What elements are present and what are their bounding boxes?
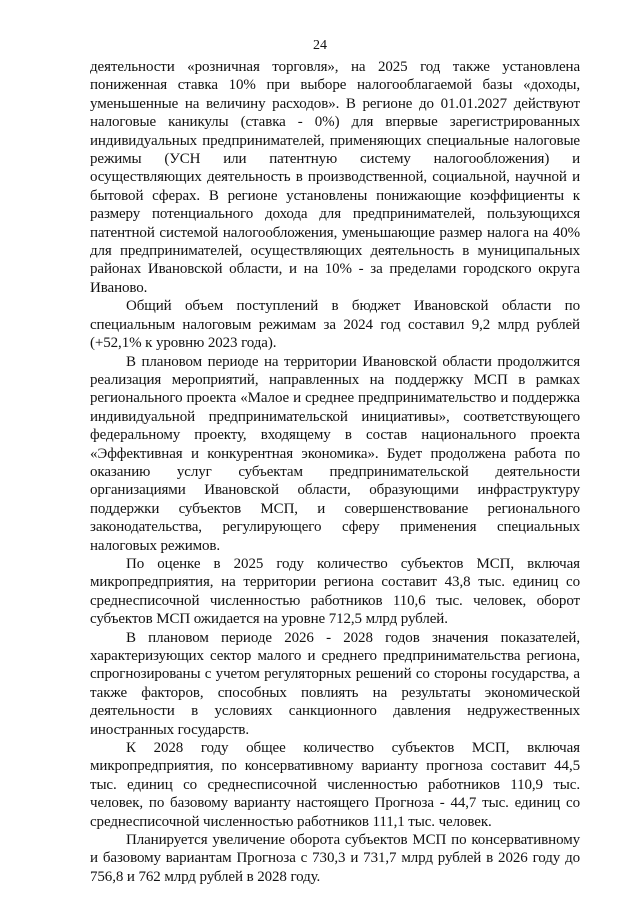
paragraph-support-measures: В плановом периоде на территории Ивановской области продолжится реализация мероприятий, направленных на поддержку МСП в рамках регионального проекта «Малое и среднее предпринимательство и поддержка индивидуальной предпринимательской инициативы», соответствующего федеральному проекту, входящему в состав национального проекта «Эффективная и конкурентная экономика». Будет продолжена работа по оказанию услуг субъектам предпринимательской деятельности организациями Ивановской области, образующими инфраструктуру поддержки субъектов МСП, и совершенствование регионального законодательства, регулирующего сферу применения специальных налоговых режимов. xyxy=(90,353,580,554)
paragraph-tax-rates: деятельности «розничная торговля», на 2025 год также установлена пониженная ставка 10% при выборе налогооблагаемой базы «доходы, уменьшенные на величину расходов». В регионе до 01.01.2027 действуют налоговые каникулы (ставка - 0%) для впервые зарегистрированных индивидуальных предпринимателей, применяющих специальные налоговые режимы (УСН или патентную систему налогообложения) и осуществляющих деятельность в производственной, социальной, научной и бытовой сферах. В регионе установлены понижающие коэффициенты к размеру потенциального дохода для предпринимателей, пользующихся патентной системой налогообложения, уменьшающие размер налога на 40% для предпринимателей, осуществляющих деятельность в муниципальных районах Ивановской области, и на 10% - за пределами городского округа Иваново. xyxy=(90,59,580,296)
paragraph-turnover-forecast: Планируется увеличение оборота субъектов МСП по консервативному и базовому вариантам Прогноза с 730,3 и 731,7 млрд рублей в 2026 году до 756,8 и 762 млрд рублей в 2028 году. xyxy=(90,832,580,885)
paragraph-2028-count: К 2028 году общее количество субъектов МСП, включая микропредприятия, по консервативному варианту прогноза составит 44,5 тыс. единиц со среднесписочной численностью работников 110,9 тыс. человек, по базовому варианту настоящего Прогноза - 44,7 тыс. единиц со среднесписочной численностью работников 111,1 тыс. человек. xyxy=(90,740,580,830)
paragraph-2025-estimate: По оценке в 2025 году количество субъектов МСП, включая микропредприятия, на территории региона составит 43,8 тыс. единиц со среднесписочной численностью работников 110,6 тыс. человек, оборот субъектов МСП ожидается на уровне 712,5 млрд рублей. xyxy=(90,555,580,628)
paragraph-budget-revenue: Общий объем поступлений в бюджет Ивановской области по специальным налоговым режимам за 2024 год составил 9,2 млрд рублей (+52,1% к уровню 2023 года). xyxy=(90,298,580,352)
paragraph-forecast-factors: В плановом периоде 2026 - 2028 годов значения показателей, характеризующих сектор малого и среднего предпринимательства региона, спрогнозированы с учетом регуляторных решений со стороны государства, а также факторов, способных повлиять на результаты экономической деятельности в условиях санкционного давления недружественных иностранных государств. xyxy=(90,629,580,738)
document-body xyxy=(90,58,580,886)
page-number: 24 xyxy=(313,38,327,53)
